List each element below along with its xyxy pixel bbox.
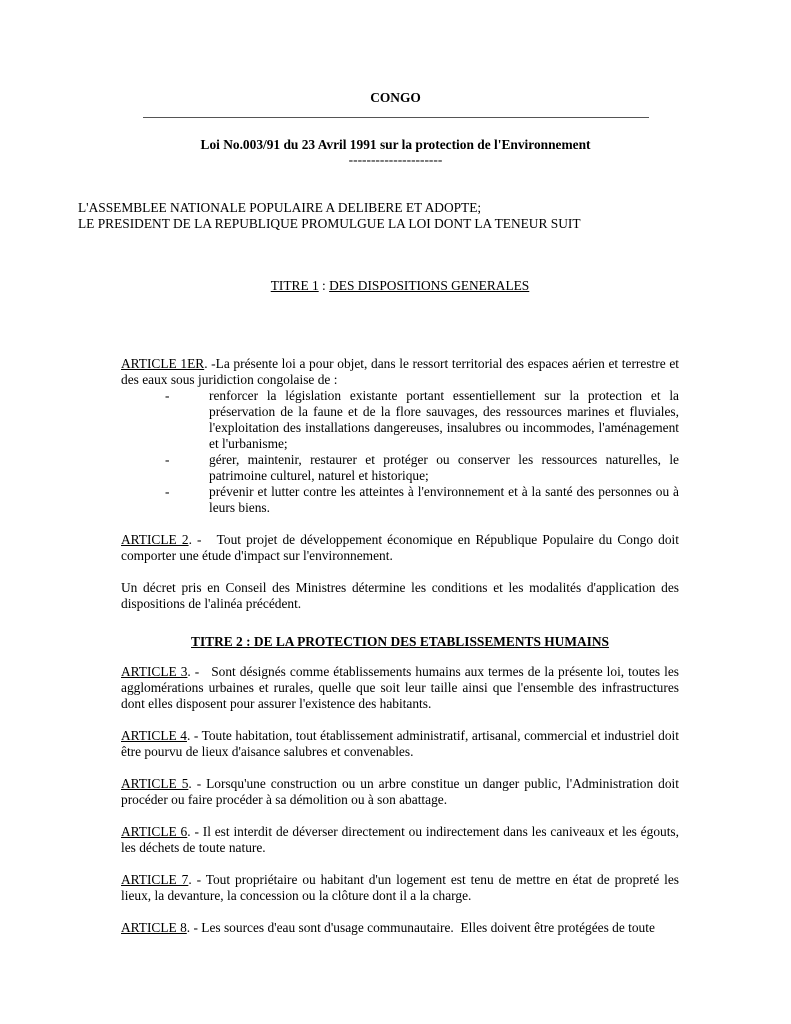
article-1-label: ARTICLE 1ER — [121, 356, 205, 371]
article-4 — [121, 728, 679, 760]
article-6-label: ARTICLE 6 — [121, 824, 188, 839]
list-item — [121, 452, 679, 484]
article-1-list — [121, 388, 679, 516]
article-5-text: . - Lorsqu'une construction ou un arbre constitue un danger public, l'Administration doit procéder ou faire procéder à sa démolition ou à son abattage. — [121, 776, 679, 807]
article-1 — [121, 356, 679, 388]
country-heading: CONGO — [370, 90, 421, 105]
article-4-text: . - Toute habitation, tout établissement administratif, artisanal, commercial et industriel doit être pourvu de lieux d'aisance salubres et convenables. — [121, 728, 679, 759]
list-item-text: gérer, maintenir, restaurer et protéger ou conserver les ressources naturelles, le patrimoine culturel, naturel et historique; — [209, 452, 679, 483]
bullet-dash: - — [165, 452, 170, 467]
article-5 — [121, 776, 679, 808]
list-item-text: renforcer la législation existante portant essentiellement sur la protection et la préservation de la faune et de la flore sauvages, des ressources marines et fluviales, l'exploitation des installations dangereuses, insalubres ou incommodes, l'aménagement et l'urbanisme; — [209, 388, 679, 451]
article-2-text: . - Tout projet de développement économique en République Populaire du Congo doit comporter une étude d'impact sur l'environnement. — [121, 532, 683, 563]
titre-2-heading — [121, 634, 679, 650]
list-item-text: prévenir et lutter contre les atteintes à l'environnement et à la santé des personnes ou à leurs biens. — [209, 484, 679, 515]
list-item — [121, 484, 679, 516]
article-3 — [121, 664, 683, 712]
titre-2-label: TITRE 2 : DE LA PROTECTION DES ETABLISSEMENTS HUMAINS — [191, 634, 609, 649]
article-7 — [121, 872, 679, 904]
article-8-text: . - Les sources d'eau sont d'usage communautaire. Elles doivent être protégées de toute — [186, 920, 655, 935]
article-3-text: . - Sont désignés comme établissements humains aux termes de la présente loi, toutes les agglomérations urbaines et rurales, quelle que soit leur taille ainsi que l'ensemble des infrastructures dont elles disposent pour assurer l'existence des habitants. — [121, 664, 683, 711]
titre-1-heading — [0, 278, 791, 294]
preamble — [78, 200, 698, 232]
bullet-dash: - — [165, 484, 170, 499]
article-2 — [121, 532, 683, 564]
article-7-text: . - Tout propriétaire ou habitant d'un logement est tenu de mettre en état de propreté les lieux, la devanture, la concession ou la clôture dont il a la charge. — [121, 872, 679, 903]
preamble-line-2: LE PRESIDENT DE LA REPUBLIQUE PROMULGUE LA LOI DONT LA TENEUR SUIT — [78, 216, 581, 231]
article-3-label: ARTICLE 3 — [121, 664, 188, 679]
article-7-label: ARTICLE 7 — [121, 872, 189, 887]
list-item — [121, 388, 679, 452]
titre-1-name: DES DISPOSITIONS GENERALES — [329, 278, 530, 293]
document-body — [121, 356, 683, 952]
titre-1-separator: : — [318, 278, 330, 293]
article-5-label: ARTICLE 5 — [121, 776, 189, 791]
article-8 — [121, 920, 679, 936]
law-title: Loi No.003/91 du 23 Avril 1991 sur la protection de l'Environnement — [200, 137, 591, 152]
bullet-dash: - — [165, 388, 170, 403]
article-1-intro: . -La présente loi a pour objet, dans le ressort territorial des espaces aérien et terrestre et des eaux sous juridiction congolaise de : — [121, 356, 679, 387]
article-2-paragraph-2: Un décret pris en Conseil des Ministres détermine les conditions et les modalités d'application des dispositions de l'alinéa précédent. — [121, 580, 679, 611]
title-dashes: --------------------- — [348, 152, 443, 167]
article-2-label: ARTICLE 2 — [121, 532, 189, 547]
preamble-line-1: L'ASSEMBLEE NATIONALE POPULAIRE A DELIBERE ET ADOPTE; — [78, 200, 482, 215]
article-4-label: ARTICLE 4 — [121, 728, 187, 743]
article-6 — [121, 824, 679, 856]
article-8-label: ARTICLE 8 — [121, 920, 187, 935]
titre-1-label: TITRE 1 — [270, 278, 319, 293]
header-rule — [143, 117, 649, 118]
article-6-text: . - Il est interdit de déverser directement ou indirectement dans les caniveaux et les égouts, les déchets de toute nature. — [121, 824, 679, 855]
